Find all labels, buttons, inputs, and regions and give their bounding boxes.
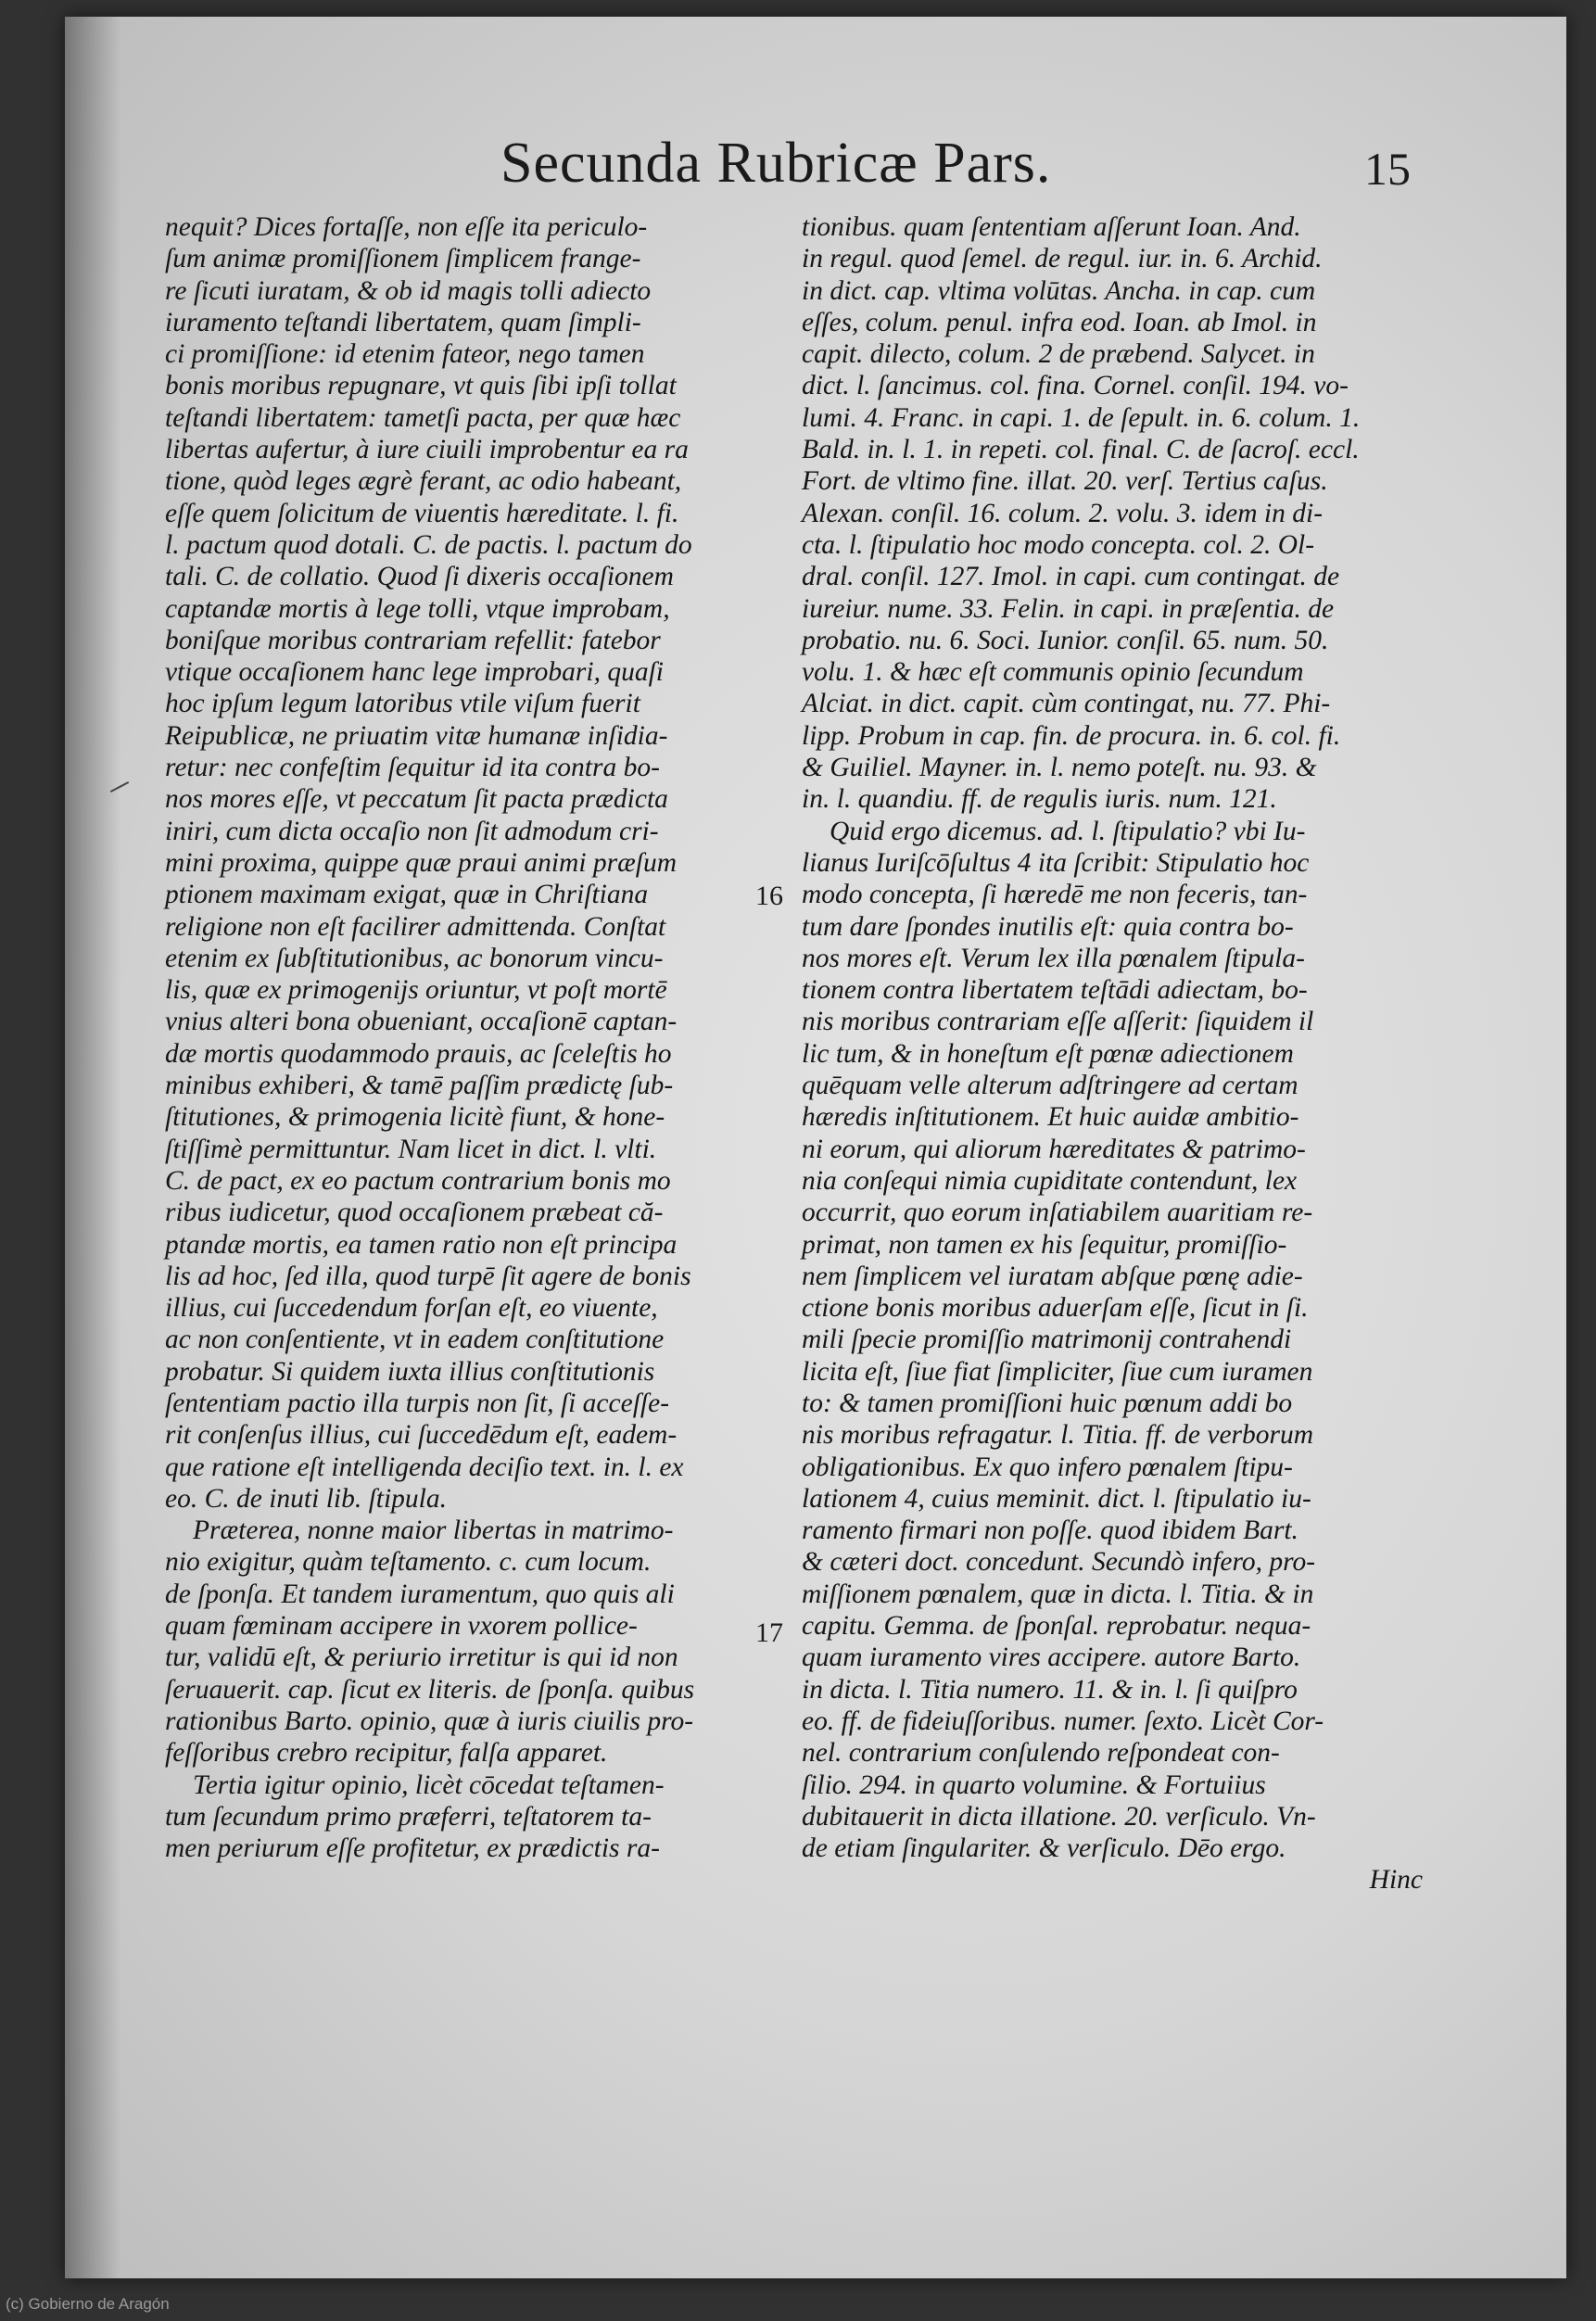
text-line: retur: nec confeſtim ſequitur id ita contra bo- (165, 753, 660, 783)
text-line: iniri, cum dicta occaſio non ſit admodum cri- (165, 816, 659, 846)
book-page (65, 17, 1566, 2278)
text-line: hoc ipſum legum latoribus vtile viſum fuerit (165, 689, 640, 719)
text-line: ctione bonis moribus aduerſam eſſe, ſicut in ſi. (802, 1293, 1309, 1324)
text-line: nis moribus refragatur. l. Titia. ff. de verborum (802, 1420, 1314, 1451)
text-line: que ratione eſt intelligenda deciſio text. in. l. ex (165, 1452, 684, 1482)
text-line: vtique occaſionem hanc lege improbari, quaſi (165, 657, 664, 688)
text-line: de etiam ſingulariter. & verſiculo. Dēo ergo. (802, 1833, 1286, 1864)
text-line: ſum animæ promiſſionem ſimplicem frange- (165, 244, 641, 274)
text-line: in dict. cap. vltima volūtas. Ancha. in cap. cum (802, 275, 1316, 306)
text-line: miſſionem pœnalem, quæ in dicta. l. Titia. & in (802, 1579, 1314, 1609)
text-line: nos mores eſt. Verum lex illa pœnalem ſtipula- (802, 943, 1305, 973)
text-line: to: & tamen promiſſioni huic pœnum addi bo (802, 1388, 1293, 1418)
text-line: probatur. Si quidem iuxta illius conſtitutionis (165, 1356, 655, 1387)
text-line: tali. C. de collatio. Quod ſi dixeris occaſionem (165, 562, 674, 592)
text-line: feſſoribus crebro recipitur, falſa apparet. (165, 1738, 608, 1769)
running-title: Secunda Rubricæ Pars. (500, 132, 1052, 195)
text-line: captandæ mortis à lege tolli, vtque improbam, (165, 593, 670, 624)
text-line: obligationibus. Ex quo infero pœnalem ſtipu- (802, 1452, 1293, 1482)
text-line: Bald. in. l. 1. in repeti. col. final. C. de ſacroſ. eccl. (802, 435, 1360, 465)
text-line: ac non conſentiente, vt in eadem conſtitutione (165, 1325, 665, 1355)
text-line: quam iuramento vires accipere. autore Barto. (802, 1642, 1301, 1673)
text-line: tionibus. quam ſententiam aſſerunt Ioan. And. (802, 212, 1301, 242)
text-line: quēquam velle alterum adſtringere ad certam (802, 1071, 1298, 1101)
text-line: bonis moribus repugnare, vt quis ſibi ipſi tollat (165, 371, 677, 401)
text-line: lic tum, & in honeſtum eſt pœnæ adiectionem (802, 1038, 1294, 1069)
text-line: Præterea, nonne maior libertas in matrimo- (193, 1516, 674, 1546)
text-line: Reipublicæ, ne priuatim vitæ humanæ inſidia- (165, 720, 668, 751)
text-line: capit. dilecto, colum. 2 de præbend. Salycet. in (802, 339, 1315, 370)
text-line: ni eorum, qui aliorum hæreditates & patrimo- (802, 1134, 1306, 1164)
text-line: quam fœminam accipere in vxorem pollice- (165, 1611, 638, 1642)
text-line: eſſes, colum. penul. infra eod. Ioan. ab Imol. in (802, 307, 1317, 337)
text-line: tur, validū eſt, & periurio irretitur is qui id non (165, 1642, 678, 1673)
text-line: dubitauerit in dicta illatione. 20. verſiculo. Vn- (802, 1801, 1316, 1832)
text-line: Quid ergo dicemus. ad. l. ſtipulatio? vbi Iu- (830, 816, 1306, 846)
text-line: men periurum eſſe profitetur, ex prædictis ra- (165, 1833, 660, 1864)
text-line: & Guiliel. Mayner. in. l. nemo poteſt. nu. 93. & (802, 753, 1317, 783)
text-line: lianus Iuriſcōſultus 4 ita ſcribit: Stipulatio hoc (802, 847, 1310, 878)
text-line: tum ſecundum primo præferri, teſtatorem ta- (165, 1801, 652, 1832)
text-line: Tertia igitur opinio, licèt cōcedat teſtamen- (193, 1769, 665, 1800)
right-text-column (802, 211, 1460, 1896)
text-line: mini proxima, quippe quæ praui animi præſum (165, 847, 678, 878)
text-line: cta. l. ſtipulatio hoc modo concepta. col. 2. Ol- (802, 529, 1315, 560)
page-header (65, 123, 1566, 207)
text-line: etenim ex ſubſtitutionibus, ac bonorum vincu- (165, 943, 664, 973)
catchword: Hinc (1369, 1865, 1423, 1896)
text-line: volu. 1. & hæc eſt communis opinio ſecundum (802, 657, 1304, 688)
text-line: lationem 4, cuius meminit. dict. l. ſtipulatio iu- (802, 1483, 1311, 1514)
text-line: dral. conſil. 127. Imol. in capi. cum contingat. de (802, 562, 1340, 592)
text-line: vnius alteri bona obueniant, occaſionē captan- (165, 1007, 678, 1037)
marginal-number-16: 16 (755, 881, 783, 911)
marginal-number-17: 17 (755, 1617, 783, 1648)
text-line: dæ mortis quodammodo prauis, ac ſceleſtis ho (165, 1038, 672, 1069)
text-line: rit conſenſus illius, cui ſuccedēdum eſt, eadem- (165, 1420, 678, 1451)
text-line: eo. C. de inuti lib. ſtipula. (165, 1483, 448, 1514)
gutter-shadow (65, 17, 120, 2278)
text-line: & cæteri doct. concedunt. Secundò infero, pro- (802, 1547, 1316, 1578)
copyright-watermark: (c) Gobierno de Aragón (6, 2295, 170, 2313)
text-line: in regul. quod ſemel. de regul. iur. in. 6. Archid. (802, 244, 1323, 274)
text-line: licita eſt, ſiue fiat ſimpliciter, ſiue cum iuramen (802, 1356, 1313, 1387)
text-line: nio exigitur, quàm teſtamento. c. cum locum. (165, 1547, 652, 1578)
text-line: iuramento teſtandi libertatem, quam ſimpli- (165, 307, 641, 337)
text-line: eſſe quem ſolicitum de viuentis hæreditate. l. fi. (165, 498, 679, 528)
text-line: tum dare ſpondes inutilis eſt: quia contra bo- (802, 911, 1294, 942)
text-line: ptionem maximam exigat, quæ in Chriſtiana (165, 880, 649, 910)
text-line: Fort. de vltimo fine. illat. 20. verſ. Tertius caſus. (802, 466, 1328, 497)
text-line: religione non eſt facilirer admittenda. Conſtat (165, 911, 666, 942)
text-line: l. pactum quod dotali. C. de pactis. l. pactum do (165, 529, 692, 560)
text-line: dict. l. ſancimus. col. fina. Cornel. conſil. 194. vo- (802, 371, 1349, 401)
text-line: nia conſequi nimia cupiditate contendunt, lex (802, 1165, 1298, 1196)
text-line: capitu. Gemma. de ſponſal. reprobatur. nequa- (802, 1611, 1311, 1642)
text-line: lumi. 4. Franc. in capi. 1. de ſepult. in. 6. colum. 1. (802, 402, 1361, 433)
text-line: libertas aufertur, à iure ciuili improbentur ea ra (165, 435, 689, 465)
text-line: ſententiam pactio illa turpis non ſit, ſi acceſſe- (165, 1388, 670, 1418)
text-line: Alexan. conſil. 16. colum. 2. volu. 3. idem in di- (802, 498, 1324, 528)
text-line: primat, non tamen ex his ſequitur, promiſſio- (802, 1229, 1287, 1260)
text-line: modo concepta, ſi hæredē me non feceris, tan- (802, 880, 1308, 910)
text-line: ſilio. 294. in quarto volumine. & Fortuiius (802, 1769, 1266, 1800)
text-line: re ſicuti iuratam, & ob id magis tolli adiecto (165, 275, 652, 306)
folio-number: 15 (1364, 143, 1411, 195)
text-line: in dicta. l. Titia numero. 11. & in. l. ſi quiſpro (802, 1674, 1298, 1705)
text-line: tione, quòd leges ægrè ferant, ac odio habeant, (165, 466, 682, 497)
text-line: ribus iudicetur, quod occaſionem præbeat că- (165, 1198, 664, 1228)
text-line: lis ad hoc, ſed illa, quod turpē ſit agere de bonis (165, 1261, 691, 1291)
text-line: ſtiſſimè permittuntur. Nam licet in dict. l. vlti. (165, 1134, 657, 1164)
text-line: nos mores eſſe, vt peccatum ſit pacta prædicta (165, 784, 668, 815)
text-line: ſeruauerit. cap. ſicut ex literis. de ſponſa. quibus (165, 1674, 695, 1705)
text-line: eo. ff. de fideiuſſoribus. numer. ſexto. Licèt Cor- (802, 1706, 1324, 1736)
text-line: ptandæ mortis, ea tamen ratio non eſt principa (165, 1229, 678, 1260)
text-line: nequit? Dices fortaſſe, non eſſe ita periculo- (165, 212, 648, 242)
text-line: C. de pact, ex eo pactum contrarium bonis mo (165, 1165, 671, 1196)
text-line: in. l. quandiu. ff. de regulis iuris. num. 121. (802, 784, 1277, 815)
text-line: teſtandi libertatem: tametſi pacta, per quæ hæc (165, 402, 681, 433)
text-line: iureiur. nume. 33. Felin. in capi. in præſentia. de (802, 593, 1335, 624)
text-line: lipp. Probum in cap. fin. de procura. in. 6. col. fi. (802, 720, 1341, 751)
text-line: minibus exhiberi, & tamē paſſim prædictę ſub- (165, 1071, 674, 1101)
text-line: nem ſimplicem vel iuratam abſque pœnę adie- (802, 1261, 1303, 1291)
text-line: ramento firmari non poſſe. quod ibidem Bart. (802, 1516, 1298, 1546)
text-line: ſtitutiones, & primogenia licitè fiunt, & hone- (165, 1102, 665, 1133)
text-line: hæredis inſtitutionem. Et huic auidæ ambitio- (802, 1102, 1299, 1133)
text-line: occurrit, quo eorum inſatiabilem auaritiam re- (802, 1198, 1313, 1228)
text-line: mili ſpecie promiſſio matrimonij contrahendi (802, 1325, 1292, 1355)
text-line: probatio. nu. 6. Soci. Iunior. conſil. 65. num. 50. (802, 625, 1329, 655)
text-line: ci promiſſione: id etenim fateor, nego tamen (165, 339, 645, 370)
text-line: tionem contra libertatem teſtādi adiectam, bo- (802, 975, 1308, 1006)
text-line: lis, quæ ex primogenijs oriuntur, vt poſt mortē (165, 975, 667, 1006)
text-line: illius, cui ſuccedendum forſan eſt, eo viuente, (165, 1293, 658, 1324)
text-line: boniſque moribus contrariam refellit: fatebor (165, 625, 661, 655)
text-line: Alciat. in dict. capit. cùm contingat, nu. 77. Phi- (802, 689, 1331, 719)
text-line: rationibus Barto. opinio, quæ à iuris ciuilis pro- (165, 1706, 694, 1736)
text-line: de ſponſa. Et tandem iuramentum, quo quis ali (165, 1579, 675, 1609)
text-line: nel. contrarium conſulendo reſpondeat con- (802, 1738, 1280, 1769)
left-text-column (165, 211, 804, 1864)
text-line: nis moribus contrariam eſſe aſſerit: ſiquidem il (802, 1007, 1314, 1037)
